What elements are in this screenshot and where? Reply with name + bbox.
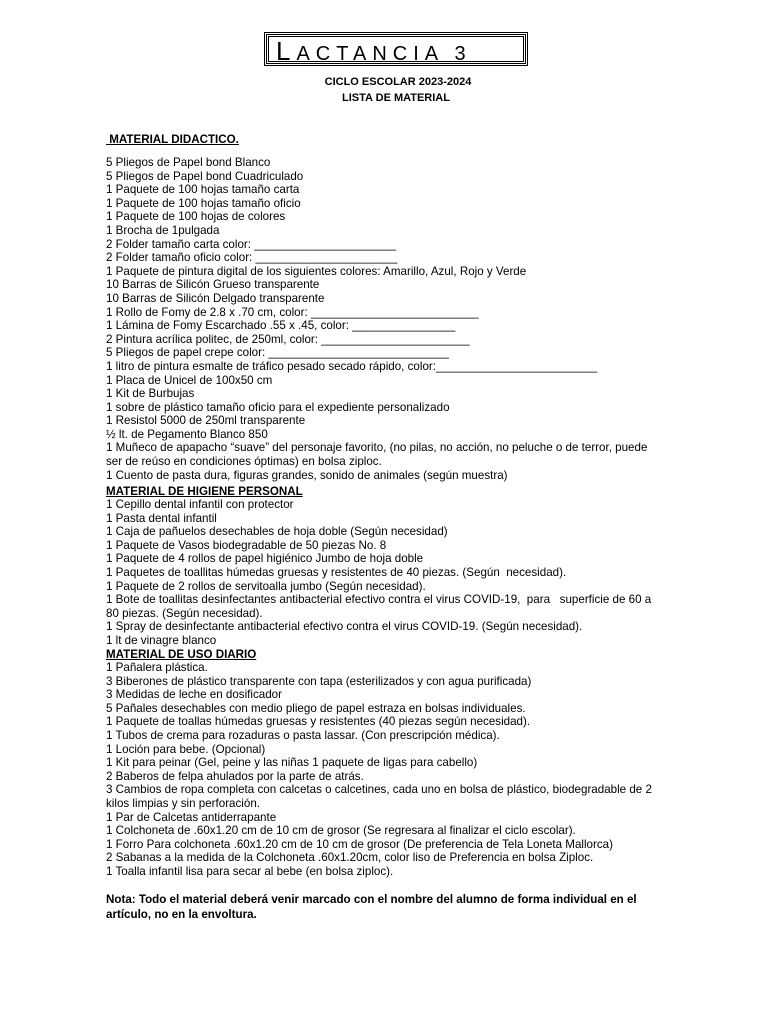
list-item: ½ lt. de Pegamento Blanco 850: [106, 427, 268, 441]
list-item: 1 Pañalera plástica.: [106, 661, 208, 674]
list-item: 2 Baberos de felpa ahulados por la parte de atrás.: [106, 769, 364, 783]
list-item: 5 Pañales desechables con medio pliego de papel estraza en bolsas individuales.: [106, 701, 526, 715]
list-item: 2 Pintura acrílica politec, de 250ml, color: _______________________: [106, 332, 470, 346]
list-item: 1 Paquete de 4 rollos de papel higiénico Jumbo de hoja doble: [106, 552, 424, 566]
school-cycle-heading: CICLO ESCOLAR 2023-2024: [324, 76, 472, 88]
section-heading-uso-diario: MATERIAL DE USO DIARIO: [106, 648, 257, 661]
list-item: 1 Rollo de Fomy de 2.8 x .70 cm, color: __________________________: [106, 305, 479, 319]
list-item: 3 Biberones de plástico transparente con tapa (esterilizados y con agua purificada): [106, 674, 532, 688]
list-item: 1 Paquete de 100 hojas tamaño carta: [106, 183, 300, 197]
list-item: 5 Pliegos de papel crepe color: ____________________________: [106, 346, 449, 360]
list-item: 1 Kit de Burbujas: [106, 387, 195, 401]
document-title: [276, 36, 472, 67]
list-item: 1 Tubos de crema para rozaduras o pasta lassar. (Con prescripción médica).: [106, 728, 500, 742]
list-item: 2 Folder tamaño oficio color: ______________________: [106, 251, 398, 265]
list-item: 1 Lámina de Fomy Escarchado .55 x .45, color: ________________: [106, 319, 456, 333]
section-heading-didactico: MATERIAL DIDACTICO.: [106, 133, 239, 146]
title-initial: L: [276, 36, 297, 66]
list-item: 1 Colchoneta de .60x1.20 cm de 10 cm de grosor (Se regresara al finalizar el ciclo escolar).: [106, 824, 576, 838]
list-item: 1 Pasta dental infantil: [106, 511, 217, 525]
list-item: 3 Cambios de ropa completa con calcetas o calcetines, cada uno en bolsa de plástico, biodegradable de 2 kilos limpias y sin perforación.: [106, 783, 656, 810]
list-item: 10 Barras de Silicón Grueso transparente: [106, 278, 320, 292]
list-item: 1 Paquete de 100 hojas tamaño oficio: [106, 196, 301, 210]
list-item: 1 Paquete de toallas húmedas gruesas y resistentes (40 piezas según necesidad).: [106, 715, 531, 729]
list-item: 1 Paquete de pintura digital de los siguientes colores: Amarillo, Azul, Rojo y Verde: [106, 264, 527, 278]
list-item: 1 lt de vinagre blanco: [106, 633, 217, 647]
list-item: 1 Bote de toallitas desinfectantes antibacterial efectivo contra el virus COVID-19, para superficie de 60 a 80 piezas. (Según necesidad).: [106, 593, 655, 620]
list-heading: LISTA DE MATERIAL: [342, 92, 450, 104]
list-item: 5 Pliegos de Papel bond Cuadriculado: [106, 169, 304, 183]
list-item: 1 Paquetes de toallitas húmedas gruesas y resistentes de 40 piezas. (Según necesidad).: [106, 565, 567, 579]
list-uso-diario: [106, 661, 666, 879]
list-item: 1 Toalla infantil lisa para secar al bebe (en bolsa ziploc).: [106, 864, 394, 878]
list-item: 3 Medidas de leche en dosificador: [106, 688, 282, 702]
list-item: 1 Spray de desinfectante antibacterial efectivo contra el virus COVID-19. (Según necesidad).: [106, 620, 583, 634]
list-item: 1 Loción para bebe. (Opcional): [106, 742, 266, 756]
list-item: 1 Brocha de 1pulgada: [106, 223, 220, 237]
list-item: 1 Muñeco de apapacho “suave” del personaje favorito, (no pilas, no acción, no peluche o de terror, puede ser de reúso en condiciones óptimas) en bolsa ziploc.: [106, 441, 651, 469]
list-item: 1 Cuento de pasta dura, figuras grandes, sonido de animales (según muestra): [106, 468, 508, 482]
list-item: 1 Forro Para colchoneta .60x1.20 cm de 10 cm de grosor (De preferencia de Tela Loneta Mallorca): [106, 837, 613, 851]
list-item: 1 Paquete de Vasos biodegradable de 50 piezas No. 8: [106, 538, 387, 552]
title-rest: ACTANCIA 3: [296, 43, 472, 65]
list-item: 1 Paquete de 2 rollos de servitoalla jumbo (Según necesidad).: [106, 579, 426, 593]
list-didactico: [106, 156, 666, 482]
list-item: 1 Kit para peinar (Gel, peine y las niñas 1 paquete de ligas para cabello): [106, 756, 478, 770]
list-item: 1 litro de pintura esmalte de tráfico pesado secado rápido, color:_________________________: [106, 359, 598, 373]
list-item: 1 sobre de plástico tamaño oficio para el expediente personalizado: [106, 400, 450, 414]
list-item: 1 Placa de Unicel de 100x50 cm: [106, 373, 273, 387]
list-item: 1 Par de Calcetas antiderrapante: [106, 810, 277, 824]
note-text: Nota: Todo el material deberá venir marcado con el nombre del alumno de forma individual en el artículo, no en la envoltura.: [106, 893, 637, 921]
list-item: 1 Caja de pañuelos desechables de hoja doble (Según necesidad): [106, 525, 448, 539]
list-item: 1 Paquete de 100 hojas de colores: [106, 210, 286, 224]
list-item: 1 Resistol 5000 de 250ml transparente: [106, 414, 306, 428]
list-item: 10 Barras de Silicón Delgado transparente: [106, 291, 325, 305]
list-higiene: [106, 498, 666, 648]
list-item: 5 Pliegos de Papel bond Blanco: [106, 156, 271, 169]
section-heading-higiene: MATERIAL DE HIGIENE PERSONAL: [106, 485, 303, 498]
list-item: 1 Cepillo dental infantil con protector: [106, 498, 294, 511]
list-item: 2 Folder tamaño carta color: ______________________: [106, 237, 397, 251]
list-item: 2 Sabanas a la medida de la Colchoneta .60x1.20cm, color liso de Preferencia en bolsa Ziploc.: [106, 851, 594, 865]
